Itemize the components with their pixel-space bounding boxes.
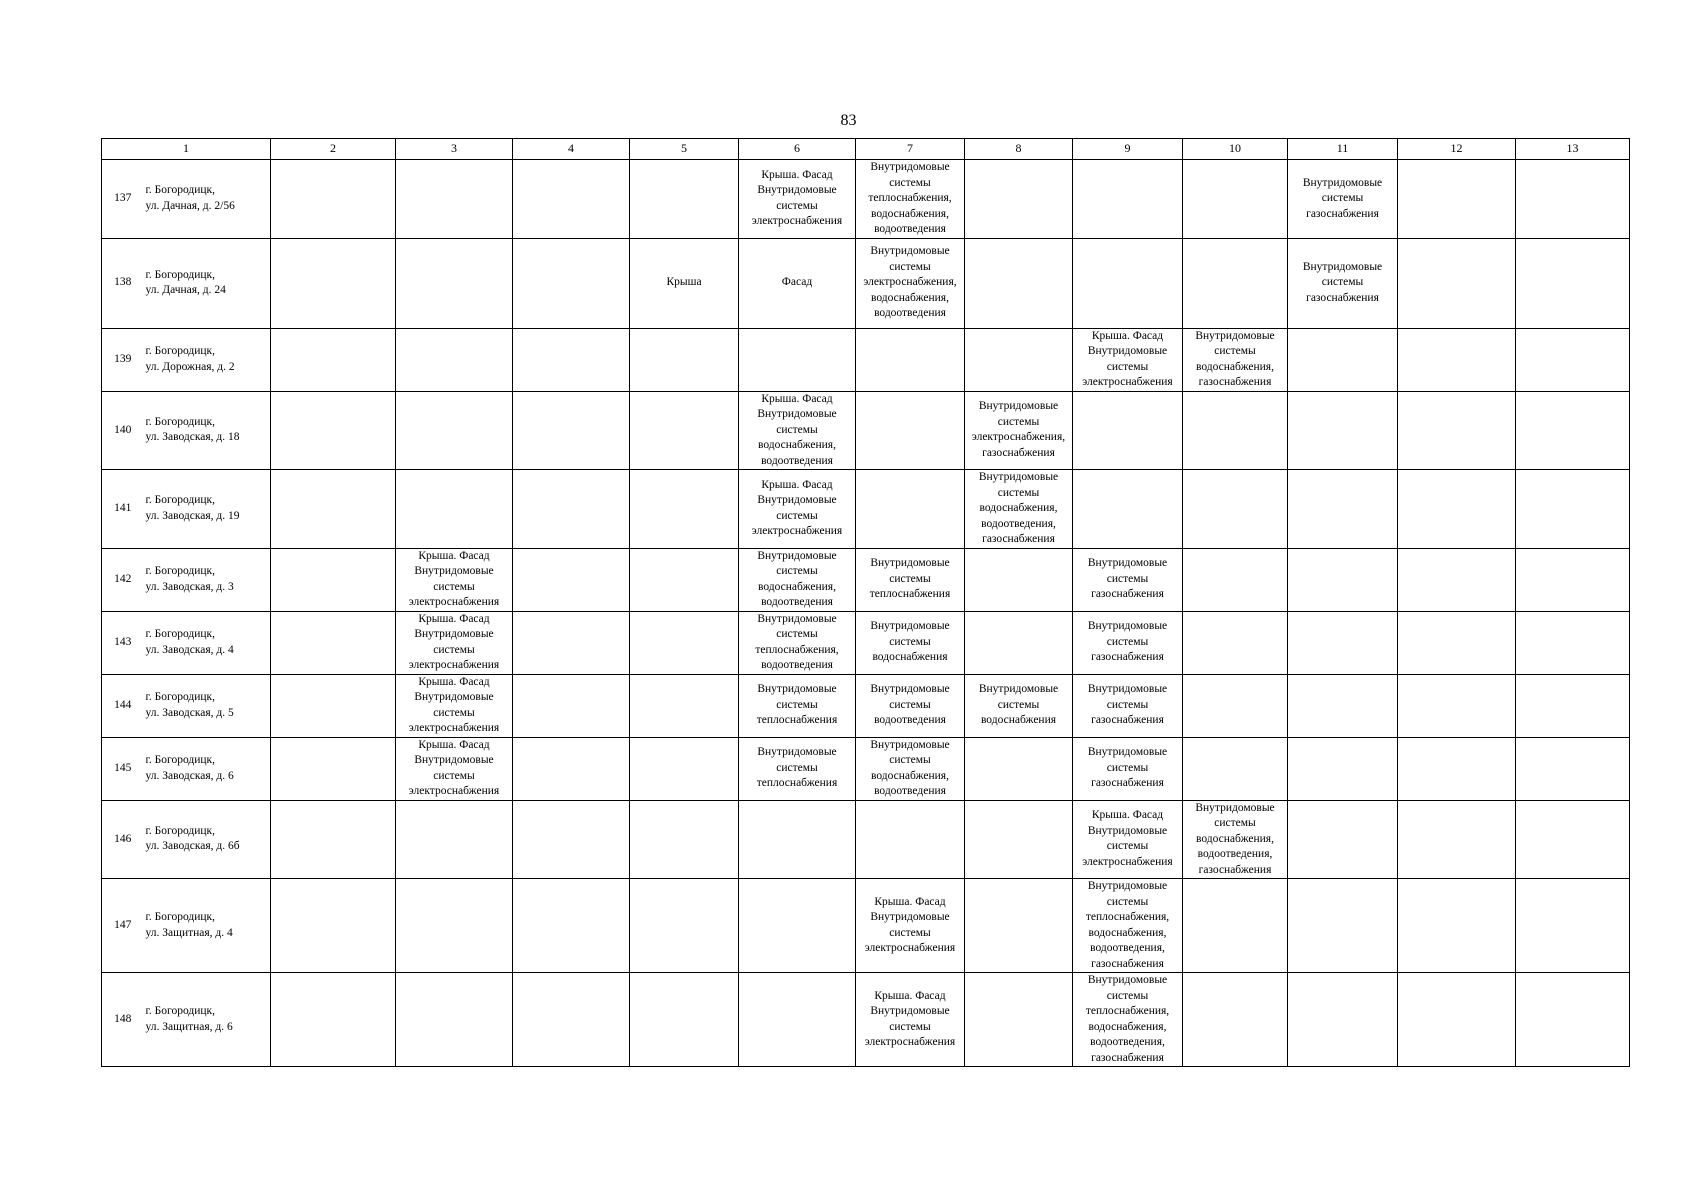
address-cell: г. Богородицк, ул. Заводская, д. 3 xyxy=(144,548,271,611)
cell-col-11 xyxy=(1288,611,1398,674)
cell-col-13 xyxy=(1516,800,1630,879)
cell-col-2 xyxy=(271,391,396,470)
address-cell: г. Богородицк, ул. Дорожная, д. 2 xyxy=(144,328,271,391)
cell-col-2 xyxy=(271,160,396,239)
cell-col-9: Внутридомовые системы газоснабжения xyxy=(1073,737,1183,800)
cell-col-4 xyxy=(513,160,630,239)
cell-col-6: Фасад xyxy=(739,238,856,328)
cell-col-7: Внутридомовые системы электроснабжения, водоснабжения, водоотведения xyxy=(856,238,965,328)
cell-col-4 xyxy=(513,470,630,549)
cell-col-13 xyxy=(1516,470,1630,549)
address-cell: г. Богородицк, ул. Заводская, д. 6б xyxy=(144,800,271,879)
cell-col-6: Крыша. Фасад Внутридомовые системы электроснабжения xyxy=(739,160,856,239)
cell-col-9 xyxy=(1073,470,1183,549)
cell-col-7: Внутридомовые системы теплоснабжения, водоснабжения, водоотведения xyxy=(856,160,965,239)
cell-col-3 xyxy=(396,391,513,470)
address-cell: г. Богородицк, ул. Защитная, д. 4 xyxy=(144,879,271,973)
cell-col-9: Внутридомовые системы газоснабжения xyxy=(1073,611,1183,674)
table-row xyxy=(102,328,1630,391)
column-header-12: 12 xyxy=(1398,139,1516,160)
cell-col-12 xyxy=(1398,973,1516,1067)
cell-col-12 xyxy=(1398,611,1516,674)
row-number: 145 xyxy=(102,737,144,800)
cell-col-5 xyxy=(630,800,739,879)
row-number: 141 xyxy=(102,470,144,549)
cell-col-13 xyxy=(1516,328,1630,391)
table-row xyxy=(102,973,1630,1067)
cell-col-11 xyxy=(1288,800,1398,879)
cell-col-12 xyxy=(1398,328,1516,391)
address-cell: г. Богородицк, ул. Дачная, д. 24 xyxy=(144,238,271,328)
cell-col-2 xyxy=(271,879,396,973)
cell-col-7: Внутридомовые системы водоснабжения xyxy=(856,611,965,674)
cell-col-12 xyxy=(1398,391,1516,470)
cell-col-9: Внутридомовые системы теплоснабжения, водоснабжения, водоотведения, газоснабжения xyxy=(1073,973,1183,1067)
cell-col-3: Крыша. Фасад Внутридомовые системы электроснабжения xyxy=(396,737,513,800)
address-cell: г. Богородицк, ул. Заводская, д. 4 xyxy=(144,611,271,674)
cell-col-9: Крыша. Фасад Внутридомовые системы электроснабжения xyxy=(1073,328,1183,391)
cell-col-5 xyxy=(630,611,739,674)
cell-col-5 xyxy=(630,391,739,470)
cell-col-13 xyxy=(1516,160,1630,239)
cell-col-11 xyxy=(1288,879,1398,973)
cell-col-13 xyxy=(1516,391,1630,470)
cell-col-4 xyxy=(513,674,630,737)
cell-col-3 xyxy=(396,973,513,1067)
cell-col-12 xyxy=(1398,238,1516,328)
cell-col-10: Внутридомовые системы водоснабжения, газоснабжения xyxy=(1183,328,1288,391)
cell-col-7: Внутридомовые системы водоснабжения, водоотведения xyxy=(856,737,965,800)
cell-col-12 xyxy=(1398,470,1516,549)
cell-col-2 xyxy=(271,470,396,549)
cell-col-6 xyxy=(739,800,856,879)
row-number: 139 xyxy=(102,328,144,391)
cell-col-2 xyxy=(271,611,396,674)
column-header-6: 6 xyxy=(739,139,856,160)
cell-col-10 xyxy=(1183,674,1288,737)
cell-col-13 xyxy=(1516,973,1630,1067)
cell-col-4 xyxy=(513,328,630,391)
cell-col-8 xyxy=(965,160,1073,239)
cell-col-3 xyxy=(396,328,513,391)
cell-col-8 xyxy=(965,238,1073,328)
cell-col-8 xyxy=(965,328,1073,391)
cell-col-6: Крыша. Фасад Внутридомовые системы электроснабжения xyxy=(739,470,856,549)
cell-col-7 xyxy=(856,470,965,549)
cell-col-5 xyxy=(630,973,739,1067)
address-cell: г. Богородицк, ул. Заводская, д. 5 xyxy=(144,674,271,737)
cell-col-5 xyxy=(630,737,739,800)
cell-col-12 xyxy=(1398,879,1516,973)
row-number: 140 xyxy=(102,391,144,470)
cell-col-4 xyxy=(513,800,630,879)
cell-col-8: Внутридомовые системы водоснабжения, водоотведения, газоснабжения xyxy=(965,470,1073,549)
cell-col-2 xyxy=(271,800,396,879)
cell-col-2 xyxy=(271,548,396,611)
cell-col-6: Внутридомовые системы водоснабжения, водоотведения xyxy=(739,548,856,611)
cell-col-5 xyxy=(630,674,739,737)
table-row xyxy=(102,470,1630,549)
cell-col-4 xyxy=(513,879,630,973)
cell-col-12 xyxy=(1398,160,1516,239)
cell-col-9: Крыша. Фасад Внутридомовые системы электроснабжения xyxy=(1073,800,1183,879)
column-header-11: 11 xyxy=(1288,139,1398,160)
cell-col-3 xyxy=(396,470,513,549)
cell-col-13 xyxy=(1516,737,1630,800)
cell-col-3 xyxy=(396,879,513,973)
cell-col-11: Внутридомовые системы газоснабжения xyxy=(1288,160,1398,239)
cell-col-13 xyxy=(1516,879,1630,973)
cell-col-3 xyxy=(396,160,513,239)
cell-col-5 xyxy=(630,879,739,973)
cell-col-7: Внутридомовые системы теплоснабжения xyxy=(856,548,965,611)
cell-col-4 xyxy=(513,611,630,674)
column-header-9: 9 xyxy=(1073,139,1183,160)
cell-col-7: Крыша. Фасад Внутридомовые системы электроснабжения xyxy=(856,879,965,973)
row-number: 137 xyxy=(102,160,144,239)
repair-schedule-table xyxy=(101,138,1630,1067)
cell-col-4 xyxy=(513,737,630,800)
table-row xyxy=(102,611,1630,674)
cell-col-8 xyxy=(965,800,1073,879)
row-number: 138 xyxy=(102,238,144,328)
cell-col-3: Крыша. Фасад Внутридомовые системы электроснабжения xyxy=(396,548,513,611)
address-cell: г. Богородицк, ул. Защитная, д. 6 xyxy=(144,973,271,1067)
address-cell: г. Богородицк, ул. Заводская, д. 19 xyxy=(144,470,271,549)
cell-col-5 xyxy=(630,328,739,391)
column-header-3: 3 xyxy=(396,139,513,160)
cell-col-8 xyxy=(965,737,1073,800)
cell-col-4 xyxy=(513,391,630,470)
cell-col-10 xyxy=(1183,238,1288,328)
cell-col-10 xyxy=(1183,391,1288,470)
cell-col-9 xyxy=(1073,391,1183,470)
cell-col-8 xyxy=(965,611,1073,674)
cell-col-2 xyxy=(271,674,396,737)
cell-col-13 xyxy=(1516,674,1630,737)
row-number: 146 xyxy=(102,800,144,879)
cell-col-8 xyxy=(965,548,1073,611)
address-cell: г. Богородицк, ул. Заводская, д. 6 xyxy=(144,737,271,800)
cell-col-2 xyxy=(271,328,396,391)
cell-col-12 xyxy=(1398,800,1516,879)
cell-col-9 xyxy=(1073,238,1183,328)
cell-col-5 xyxy=(630,548,739,611)
cell-col-6: Внутридомовые системы теплоснабжения xyxy=(739,737,856,800)
cell-col-5 xyxy=(630,160,739,239)
column-header-10: 10 xyxy=(1183,139,1288,160)
row-number: 147 xyxy=(102,879,144,973)
cell-col-11: Внутридомовые системы газоснабжения xyxy=(1288,238,1398,328)
table-row xyxy=(102,674,1630,737)
cell-col-9: Внутридомовые системы газоснабжения xyxy=(1073,674,1183,737)
cell-col-11 xyxy=(1288,328,1398,391)
cell-col-8 xyxy=(965,879,1073,973)
cell-col-13 xyxy=(1516,238,1630,328)
cell-col-2 xyxy=(271,238,396,328)
cell-col-10 xyxy=(1183,973,1288,1067)
cell-col-3: Крыша. Фасад Внутридомовые системы электроснабжения xyxy=(396,674,513,737)
cell-col-7 xyxy=(856,800,965,879)
column-header-2: 2 xyxy=(271,139,396,160)
cell-col-5 xyxy=(630,470,739,549)
cell-col-11 xyxy=(1288,973,1398,1067)
row-number: 148 xyxy=(102,973,144,1067)
cell-col-10 xyxy=(1183,160,1288,239)
cell-col-10 xyxy=(1183,737,1288,800)
cell-col-13 xyxy=(1516,611,1630,674)
cell-col-6 xyxy=(739,328,856,391)
cell-col-2 xyxy=(271,973,396,1067)
cell-col-9: Внутридомовые системы газоснабжения xyxy=(1073,548,1183,611)
cell-col-6: Крыша. Фасад Внутридомовые системы водоснабжения, водоотведения xyxy=(739,391,856,470)
cell-col-4 xyxy=(513,973,630,1067)
table-row xyxy=(102,879,1630,973)
table-row xyxy=(102,238,1630,328)
header-row xyxy=(102,139,1630,160)
cell-col-9 xyxy=(1073,160,1183,239)
address-cell: г. Богородицк, ул. Заводская, д. 18 xyxy=(144,391,271,470)
cell-col-8: Внутридомовые системы водоснабжения xyxy=(965,674,1073,737)
cell-col-4 xyxy=(513,548,630,611)
table-row xyxy=(102,548,1630,611)
cell-col-10 xyxy=(1183,879,1288,973)
row-number: 144 xyxy=(102,674,144,737)
table-row xyxy=(102,391,1630,470)
cell-col-3 xyxy=(396,800,513,879)
cell-col-8 xyxy=(965,973,1073,1067)
column-header-4: 4 xyxy=(513,139,630,160)
cell-col-8: Внутридомовые системы электроснабжения, газоснабжения xyxy=(965,391,1073,470)
cell-col-10 xyxy=(1183,470,1288,549)
table-row xyxy=(102,800,1630,879)
cell-col-7: Крыша. Фасад Внутридомовые системы электроснабжения xyxy=(856,973,965,1067)
column-header-13: 13 xyxy=(1516,139,1630,160)
cell-col-11 xyxy=(1288,470,1398,549)
cell-col-4 xyxy=(513,238,630,328)
cell-col-12 xyxy=(1398,548,1516,611)
cell-col-11 xyxy=(1288,548,1398,611)
address-cell: г. Богородицк, ул. Дачная, д. 2/56 xyxy=(144,160,271,239)
cell-col-6: Внутридомовые системы теплоснабжения xyxy=(739,674,856,737)
row-number: 143 xyxy=(102,611,144,674)
cell-col-7 xyxy=(856,391,965,470)
column-header-5: 5 xyxy=(630,139,739,160)
column-header-7: 7 xyxy=(856,139,965,160)
column-header-8: 8 xyxy=(965,139,1073,160)
cell-col-6: Внутридомовые системы теплоснабжения, водоотведения xyxy=(739,611,856,674)
cell-col-11 xyxy=(1288,391,1398,470)
cell-col-12 xyxy=(1398,737,1516,800)
cell-col-7: Внутридомовые системы водоотведения xyxy=(856,674,965,737)
row-number: 142 xyxy=(102,548,144,611)
page-number: 83 xyxy=(840,112,857,129)
cell-col-10 xyxy=(1183,548,1288,611)
table-row xyxy=(102,737,1630,800)
cell-col-6 xyxy=(739,879,856,973)
cell-col-10: Внутридомовые системы водоснабжения, водоотведения, газоснабжения xyxy=(1183,800,1288,879)
column-header-1: 1 xyxy=(102,139,271,160)
cell-col-6 xyxy=(739,973,856,1067)
cell-col-11 xyxy=(1288,737,1398,800)
cell-col-10 xyxy=(1183,611,1288,674)
cell-col-3: Крыша. Фасад Внутридомовые системы электроснабжения xyxy=(396,611,513,674)
cell-col-5: Крыша xyxy=(630,238,739,328)
cell-col-9: Внутридомовые системы теплоснабжения, водоснабжения, водоотведения, газоснабжения xyxy=(1073,879,1183,973)
cell-col-13 xyxy=(1516,548,1630,611)
cell-col-3 xyxy=(396,238,513,328)
cell-col-2 xyxy=(271,737,396,800)
cell-col-7 xyxy=(856,328,965,391)
table-row xyxy=(102,160,1630,239)
cell-col-12 xyxy=(1398,674,1516,737)
cell-col-11 xyxy=(1288,674,1398,737)
